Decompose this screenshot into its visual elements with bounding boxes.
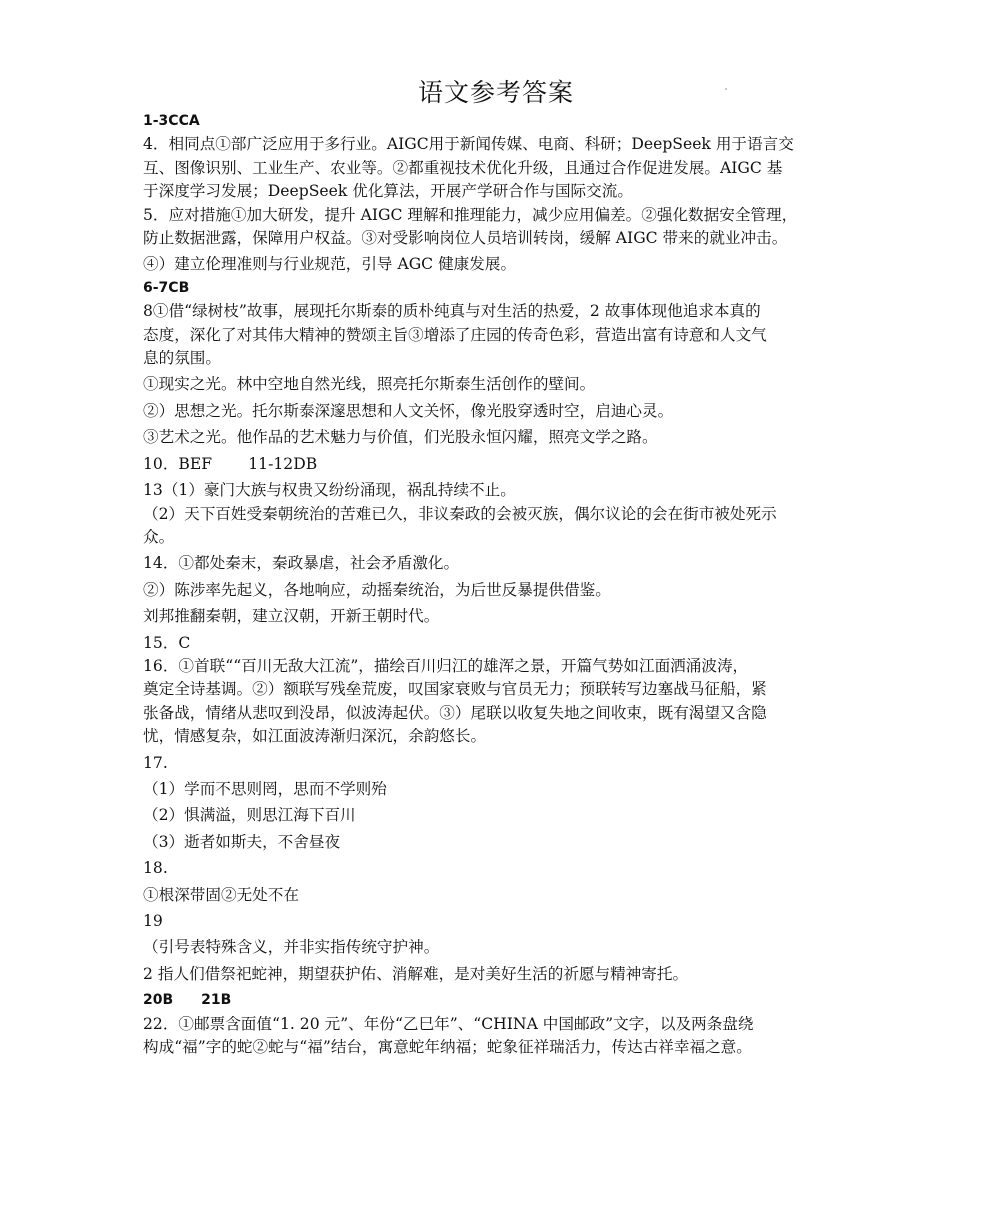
answer-line: 17. [143,753,168,772]
answer-line: 10．BEF 11-12DB [143,454,318,473]
answer-line: 1-3CCA [143,113,200,129]
answer-line: 张备战，情绪从悲叹到没昂，似波涛起伏。③）尾联以收复失地之间收束，既有渴望又含隐 [143,703,767,722]
answer-line: ①现实之光。林中空地自然光线，照亮托尔斯泰生活创作的壁间。 [143,375,596,394]
answer-line: 于深度学习发展；DeepSeek 优化算法，开展产学研合作与国际交流。 [143,182,633,201]
answer-content [143,110,851,1059]
answer-line: 4．相同点①部广泛应用于多行业。AIGC用于新闻传媒、电商、科研；DeepSeek 用于语言交 [143,135,794,154]
answer-line: 19 [143,912,163,930]
answer-line: ③艺术之光。他作品的艺术魅力与价值，们光股永恒闪耀，照亮文学之路。 [143,428,658,447]
answer-line: （3）逝者如斯夫，不舍昼夜 [143,832,341,851]
answer-line: 忧，情感复杂，如江面波涛渐归深沉，余韵悠长。 [143,727,487,746]
answer-line: 22．①邮票含面值“1. 20 元”、年份“乙巳年”、“CHINA 中国邮政”文字，以及两条盘绕 [143,1014,754,1033]
answer-line: 14．①都处秦末，秦政暴虐，社会矛盾激化。 [143,554,460,573]
answer-line: ④）建立伦理准则与行业规范，引导 AGC 健康发展。 [143,255,517,274]
answer-line: 刘邦推翻秦朝，建立汉朝，开新王朝时代。 [143,607,440,626]
answer-line: （1）学而不思则罔，思而不学则殆 [143,779,387,798]
answer-line: （引号表特殊含义，并非实指传统守护神。 [143,938,440,957]
answer-line: 6-7CB [143,279,190,296]
answer-line: 2 指人们借祭祀蛇神，期望获护佑、消解难，是对美好生活的祈愿与精神寄托。 [143,964,689,983]
answer-line: ②）思想之光。托尔斯泰深邃思想和人文关怀，像光股穿透时空，启迪心灵。 [143,401,674,420]
answer-line: 20B 21B [143,992,232,1009]
answer-line: 8①借“绿树枝”故事，展现托尔斯泰的质朴纯真与对生活的热爱，2 故事体现他追求本真的 [143,302,761,321]
answer-line: 15．C [143,633,191,652]
answer-line: ②）陈涉率先起义，各地响应，动摇秦统治，为后世反暴提供借鉴。 [143,580,611,599]
answer-line: 5．应对措施①加大研发，提升 AIGC 理解和推理能力，减少应用偏差。②强化数据安全管理， [143,205,798,224]
answer-line: 防止数据泄露，保障用户权益。③对受影响岗位人员培训转岗，缓解 AIGC 带来的就业冲击。 [143,229,788,248]
answer-line: 13（1）豪门大族与权贵又纷纷涌现，祸乱持续不止。 [143,481,516,500]
answer-line: 息的氛围。 [143,349,221,368]
answer-line: （2）惧满溢，则思江海下百川 [143,806,356,825]
answer-line: 互、图像识别、工业生产、农业等。②都重视技术优化升级，且通过合作促进发展。AIGC 基 [143,158,783,177]
answer-line: 众。 [143,527,175,546]
answer-line: ①根深带固②无处不在 [143,885,299,904]
page-title: 语文参考答案 [417,78,574,107]
answer-line: 构成“福”字的蛇②蛇与“福”结台，寓意蛇年纳福；蛇象征祥瑞活力，传达古祥幸福之意。 [143,1038,752,1057]
answer-line: 态度，深化了对其伟大精神的赞颂主旨③增添了庄园的传奇色彩，营造出富有诗意和人文气 [143,325,767,344]
answer-line: 16．①首联““百川无敌大江流”，描绘百川归江的雄浑之景，开篇气势如江面洒涌波涛， [143,656,749,675]
answer-line: 18. [143,859,168,878]
answer-line: （2）天下百姓受秦朝统治的苦难已久，非议秦政的会被灭族，偶尔议论的会在街市被处死示 [143,504,777,523]
answer-line: 奠定全诗基调。②）额联写残垒荒废，叹国家衰败与官员无力；预联转写边塞战马征船，紧 [143,680,767,699]
